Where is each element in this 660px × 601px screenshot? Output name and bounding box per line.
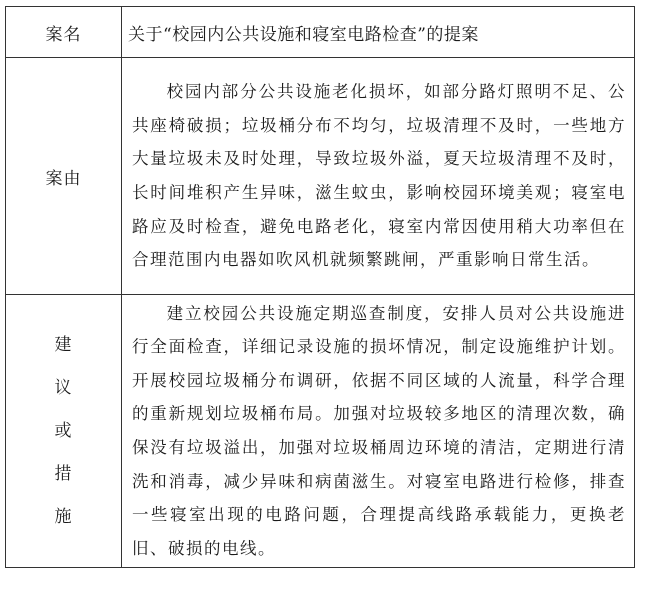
proposal-title: 关于“校园内公共设施和寝室电路检查”的提案	[128, 24, 479, 45]
title-value-cell	[122, 7, 635, 58]
proposal-table	[5, 6, 635, 568]
suggestion-label-char: 建	[54, 334, 73, 355]
title-label: 案名	[6, 7, 122, 58]
suggestion-row	[6, 295, 635, 568]
suggestion-content-cell	[122, 295, 635, 568]
title-row	[6, 7, 635, 58]
suggestion-label	[6, 295, 122, 568]
reason-content-cell	[122, 58, 635, 295]
reason-row	[6, 58, 635, 295]
reason-label: 案由	[6, 58, 122, 295]
suggestion-text: 建立校园公共设施定期巡查制度，安排人员对公共设施进行全面检查，详细记录设施的损坏情况，制定设施维护计划。开展校园垃圾桶分布调研，依据不同区域的人流量，科学合理的重新规划垃圾桶布局。加强对垃圾较多地区的清理次数，确保没有垃圾溢出，加强对垃圾桶周边环境的清洁，定期进行清洗和消毒，减少异味和病菌滋生。对寝室电路进行检修，排查一些寝室出现的电路问题，合理提高线路承载能力，更换老旧、破损的电线。	[132, 303, 626, 558]
suggestion-label-char: 施	[54, 506, 73, 527]
suggestion-label-char: 或	[54, 420, 73, 441]
reason-text: 校园内部分公共设施老化损坏，如部分路灯照明不足、公共座椅破损；垃圾桶分布不均匀，垃圾清理不及时，一些地方大量垃圾未及时处理，导致垃圾外溢，夏天垃圾清理不及时，长时间堆积产生异味，滋生蚊虫，影响校园环境美观；寝室电路应及时检查，避免电路老化，寝室内常因使用稍大功率但在合理范围内电器如吹风机就频繁跳闸，严重影响日常生活。	[132, 82, 626, 270]
suggestion-label-char: 措	[54, 463, 73, 484]
suggestion-label-char: 议	[54, 377, 73, 398]
